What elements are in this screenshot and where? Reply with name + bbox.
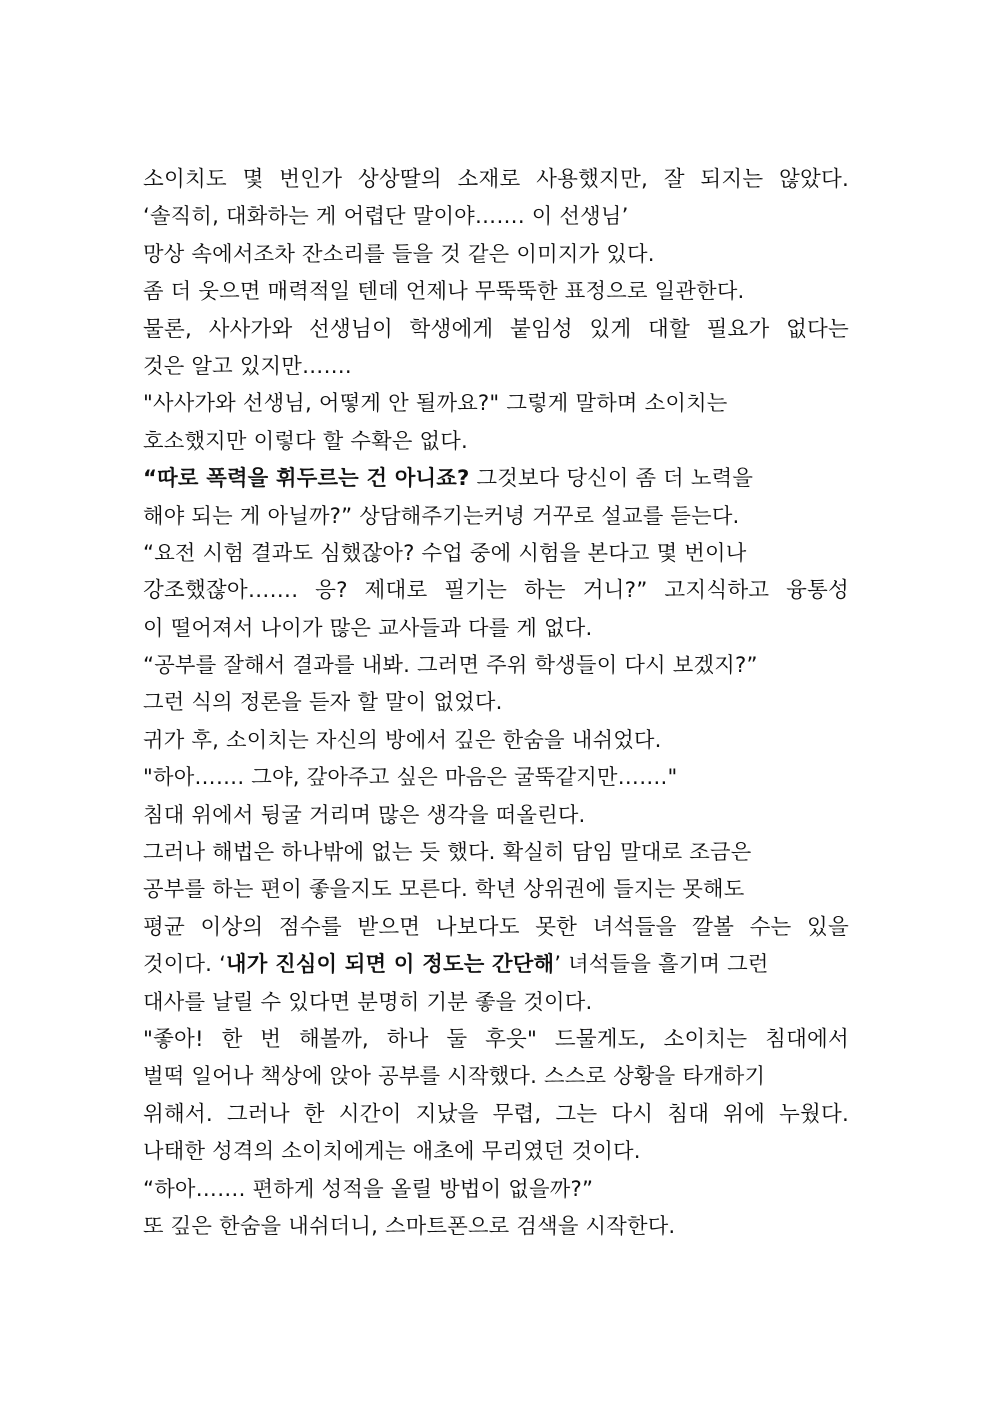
text-line: 그런 식의 정론을 듣자 할 말이 없었다. [143, 690, 503, 716]
text-line: 또 깊은 한숨을 내쉬더니, 스마트폰으로 검색을 시작한다. [143, 1213, 676, 1239]
text-line: 망상 속에서조차 잔소리를 들을 것 같은 이미지가 있다. [143, 241, 655, 267]
text-line: 벌떡 일어나 책상에 앉아 공부를 시작했다. 스스로 상황을 타개하기 [143, 1064, 766, 1090]
text-line: 침대 위에서 뒹굴 거리며 많은 생각을 떠올린다. [143, 802, 586, 828]
text-line: ‘솔직히, 대화하는 게 어렵단 말이야……. 이 선생님’ [143, 204, 629, 230]
text-line: 것은 알고 있지만……. [143, 353, 352, 379]
text-line: 평균 이상의 점수를 받으면 나보다도 못한 녀석들을 깔볼 수는 있을 [143, 914, 849, 940]
text-line: “하아……. 편하게 성적을 올릴 방법이 없을까?” [143, 1176, 594, 1202]
text-span: ’ 녀석들을 흘기며 그런 [554, 952, 769, 978]
text-line: “공부를 잘해서 결과를 내봐. 그러면 주위 학생들이 다시 보겠지?” [143, 653, 758, 679]
text-line: 소이치도 몇 번인가 상상딸의 소재로 사용했지만, 잘 되지는 않았다. [143, 167, 849, 192]
text-line: 호소했지만 이렇다 할 수확은 없다. [143, 428, 468, 454]
text-line: "하아……. 그야, 갚아주고 싶은 마음은 굴뚝같지만……." [143, 765, 678, 791]
text-line: 나태한 성격의 소이치에게는 애초에 무리였던 것이다. [143, 1139, 641, 1165]
text-line: 위해서. 그러나 한 시간이 지났을 무렵, 그는 다시 침대 위에 누웠다. [143, 1101, 849, 1127]
text-span: 것이다. ‘ [143, 952, 227, 978]
text-line: "좋아! 한 번 해볼까, 하나 둘 후읏" 드물게도, 소이치는 침대에서 [143, 1026, 849, 1052]
text-line: 이 떨어져서 나이가 많은 교사들과 다를 게 없다. [143, 615, 593, 641]
text-line: 귀가 후, 소이치는 자신의 방에서 깊은 한숨을 내쉬었다. [143, 727, 662, 753]
text-line: 공부를 하는 편이 좋을지도 모른다. 학년 상위권에 들지는 못해도 [143, 877, 745, 903]
text-line: 강조했잖아……. 응? 제대로 필기는 하는 거니?” 고지식하고 융통성 [143, 578, 849, 604]
text-line: 대사를 날릴 수 있다면 분명히 기분 좋을 것이다. [143, 989, 593, 1015]
text-line: 좀 더 웃으면 매력적일 텐데 언제나 무뚝뚝한 표정으로 일관한다. [143, 279, 745, 305]
text-line: 물론, 사사가와 선생님이 학생에게 붙임성 있게 대할 필요가 없다는 [143, 316, 849, 342]
document-body [143, 161, 863, 1245]
text-span: 그것보다 당신이 좀 더 노력을 [469, 466, 754, 492]
text-line [143, 460, 863, 497]
bold-dialogue: 내가 진심이 되면 이 정도는 간단해 [226, 952, 555, 978]
bold-dialogue: “따로 폭력을 휘두르는 건 아니죠? [143, 466, 470, 492]
text-line [143, 946, 863, 983]
text-line: “요전 시험 결과도 심했잖아? 수업 중에 시험을 본다고 몇 번이나 [143, 540, 747, 566]
text-line: 그러나 해법은 하나밖에 없는 듯 했다. 확실히 담임 말대로 조금은 [143, 840, 752, 866]
text-line: "사사가와 선생님, 어떻게 안 될까요?" 그렇게 말하며 소이치는 [143, 391, 728, 417]
text-line: 해야 되는 게 아닐까?” 상담해주기는커녕 거꾸로 설교를 듣는다. [143, 503, 740, 529]
